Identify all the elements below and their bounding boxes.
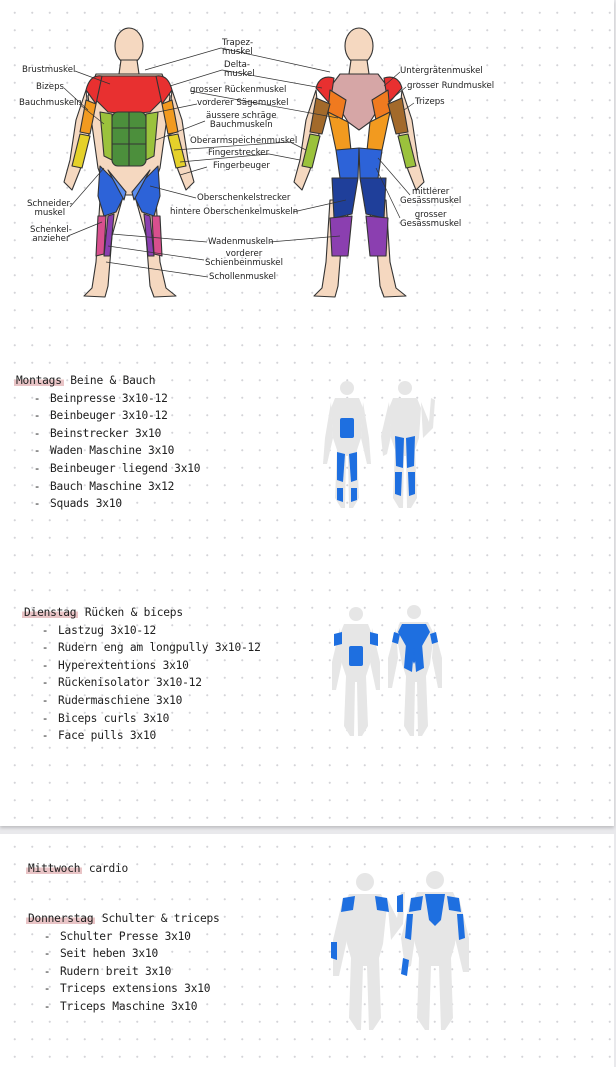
exercise-item: - Schulter Presse 3x10 <box>43 929 191 943</box>
exercise-item: - Waden Maschine 3x10 <box>33 444 175 458</box>
label-mittlerer-gesaessmuskel: mittlerer Gesässmuskel <box>400 187 462 206</box>
day-focus: Schulter & triceps <box>101 912 220 925</box>
exercise-item: - Beinpresse 3x10-12 <box>33 391 168 405</box>
exercise-item: - Rudern eng am longpully 3x10-12 <box>41 641 261 655</box>
muscle-figure-shoulders-triceps <box>325 868 475 1040</box>
day-section-montags <box>16 372 200 513</box>
label-oberarmspeichenmuskel: Oberarmspeichenmuskel <box>190 136 298 146</box>
exercise-item: - Triceps extensions 3x10 <box>43 982 211 996</box>
label-grosser-rueckenmuskel: grosser Rückenmuskel <box>190 85 287 95</box>
day-focus: Beine & Bauch <box>70 374 156 387</box>
front-body-figure <box>64 28 194 297</box>
label-schenkelanzieher: Schenkel- anzieher <box>30 225 72 244</box>
label-vorderer-schienbeinmuskel: vorderer Schienbeinmuskel <box>205 249 283 268</box>
day-name: Montags <box>16 374 62 387</box>
exercise-item: - Rudermaschiene 3x10 <box>41 693 183 707</box>
label-grosser-rundmuskel: grosser Rundmuskel <box>407 81 495 91</box>
exercise-item: - Squads 3x10 <box>33 497 122 511</box>
day-name: Donnerstag <box>28 912 94 925</box>
label-fingerbeuger: Fingerbeuger <box>213 161 270 171</box>
exercise-item: - Hyperextentions 3x10 <box>41 658 189 672</box>
day-section-dienstag <box>24 604 261 745</box>
muscle-figure-back-biceps <box>326 602 446 742</box>
muscle-figure-legs-abs <box>315 378 445 513</box>
label-hintere-oberschenkelmuskeln: hintere Oberschenkelmuskeln <box>170 207 299 217</box>
day-focus: Rücken & biceps <box>84 606 183 619</box>
exercise-list <box>40 928 220 1016</box>
exercise-item: - Beinbeuger liegend 3x10 <box>33 461 201 475</box>
exercise-item: - Rudern breit 3x10 <box>43 964 172 978</box>
label-fingerstrecker: Fingerstrecker <box>208 148 270 158</box>
exercise-item: - Lastzug 3x10-12 <box>41 623 157 637</box>
exercise-item: - Biceps curls 3x10 <box>41 711 170 725</box>
label-vorderer-saegemuskel: vorderer Sägemuskel <box>197 98 289 108</box>
note-page-2[interactable] <box>0 834 614 1067</box>
exercise-item: - Beinstrecker 3x10 <box>33 426 162 440</box>
label-trapezmuskel: Trapez- muskel <box>222 38 254 57</box>
muscle-anatomy-chart <box>0 0 614 310</box>
label-trizeps: Trizeps <box>415 97 445 107</box>
label-wadenmuskeln: Wadenmuskeln <box>208 237 274 247</box>
label-deltamuskel: Delta- muskel <box>224 60 255 79</box>
exercise-list <box>30 390 200 513</box>
label-brustmuskel: Brustmuskel <box>22 65 76 75</box>
label-bauchmuskeln: Bauchmuskeln <box>19 98 82 108</box>
day-focus: cardio <box>88 862 129 875</box>
label-oberschenkelstrecker: Oberschenkelstrecker <box>197 193 291 203</box>
day-section-mittwoch <box>28 860 128 878</box>
label-bizeps: Bizeps <box>36 82 65 92</box>
day-section-donnerstag <box>28 910 220 1016</box>
exercise-item: - Triceps Maschine 3x10 <box>43 999 198 1013</box>
label-untergraetenmuskel: Untergrätenmuskel <box>400 66 483 76</box>
day-name: Dienstag <box>24 606 77 619</box>
label-aeussere-schraege-bauchmuskeln: äussere schräge Bauchmuskeln <box>206 111 277 130</box>
exercise-item: - Beinbeuger 3x10-12 <box>33 409 168 423</box>
exercise-item: - Rückenisolator 3x10-12 <box>41 676 202 690</box>
exercise-item: - Seit heben 3x10 <box>43 947 159 961</box>
exercise-item: - Bauch Maschine 3x12 <box>33 479 175 493</box>
label-grosser-gesaessmuskel: grosser Gesässmuskel <box>400 210 462 229</box>
exercise-item: - Face pulls 3x10 <box>41 729 157 743</box>
day-name: Mittwoch <box>28 862 81 875</box>
label-schollenmuskel: Schollenmuskel <box>209 272 277 282</box>
label-schneidermuskel: Schneider- muskel <box>27 199 73 218</box>
exercise-list <box>38 622 261 745</box>
